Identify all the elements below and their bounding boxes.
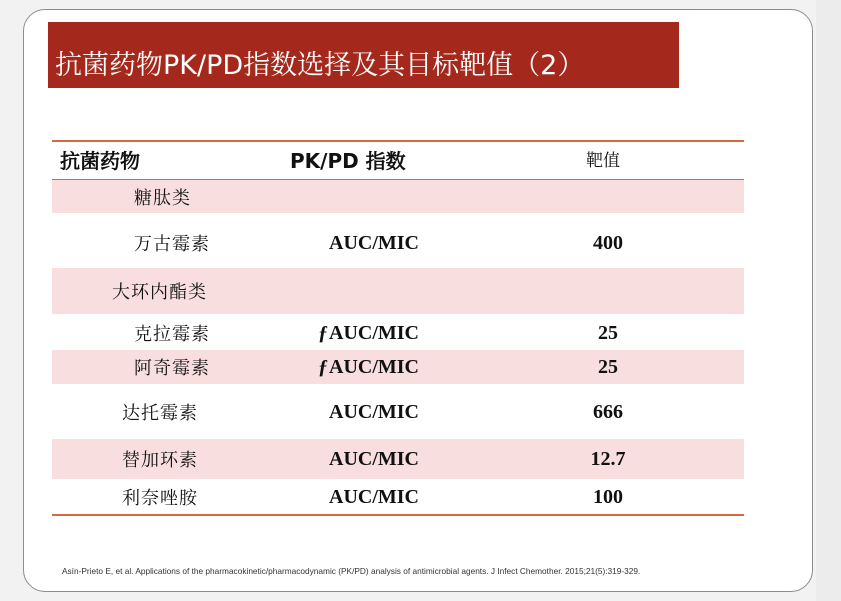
drug-name: 克拉霉素 xyxy=(134,324,210,345)
pkpd-index-value: AUC/MIC xyxy=(329,231,419,254)
table-row xyxy=(52,223,744,263)
header-drug: 抗菌药物 xyxy=(60,149,140,173)
table-row xyxy=(52,316,744,350)
reference-citation: Asín-Prieto E, et al. Applications of the pharmacokinetic/pharmacodynamic (PK/PD) analysis of antimicrobial agents. J Infect Chemother. 2015;21(5):319-329. xyxy=(62,566,641,576)
target-value: 400 xyxy=(593,231,623,254)
drug-name: 糖肽类 xyxy=(134,187,191,209)
pkpd-index xyxy=(318,350,419,384)
table-row xyxy=(52,392,744,432)
pkpd-table xyxy=(52,140,744,516)
free-fraction-prefix: ƒ xyxy=(318,355,328,378)
table-row xyxy=(52,268,744,314)
pkpd-index-value: AUC/MIC xyxy=(329,447,419,470)
table-row xyxy=(52,439,744,479)
drug-name: 利奈唑胺 xyxy=(122,488,198,509)
pkpd-index-value: AUC/MIC xyxy=(329,400,419,423)
table-row xyxy=(52,480,744,514)
drug-name: 达托霉素 xyxy=(122,403,198,424)
viewer-margin xyxy=(816,0,841,601)
pkpd-index xyxy=(328,223,419,263)
table-bottom-rule xyxy=(52,514,744,516)
target-value: 12.7 xyxy=(590,447,626,470)
slide-title: 抗菌药物PK/PD指数选择及其目标靶值（2） xyxy=(55,50,585,81)
drug-name: 替加环素 xyxy=(122,450,198,471)
table-top-rule xyxy=(52,140,744,142)
target-value: 25 xyxy=(598,321,618,344)
pkpd-index-value: AUC/MIC xyxy=(329,321,419,344)
pkpd-index xyxy=(328,480,419,514)
target-value: 25 xyxy=(598,355,618,378)
table-row xyxy=(52,350,744,384)
target-value: 100 xyxy=(593,485,623,508)
pkpd-index xyxy=(318,316,419,350)
drug-name: 大环内酯类 xyxy=(112,282,207,303)
drug-name: 阿奇霉素 xyxy=(134,358,210,379)
pkpd-index xyxy=(328,439,419,479)
header-pkpd-index: PK/PD 指数 xyxy=(290,149,406,173)
drug-name: 万古霉素 xyxy=(134,234,210,255)
target-value: 666 xyxy=(593,400,623,423)
free-fraction-prefix: ƒ xyxy=(318,321,328,344)
pkpd-index-value: AUC/MIC xyxy=(329,355,419,378)
table-row xyxy=(52,180,744,213)
pkpd-index-value: AUC/MIC xyxy=(329,485,419,508)
header-target-value: 靶值 xyxy=(586,151,620,171)
pkpd-index xyxy=(328,392,419,432)
